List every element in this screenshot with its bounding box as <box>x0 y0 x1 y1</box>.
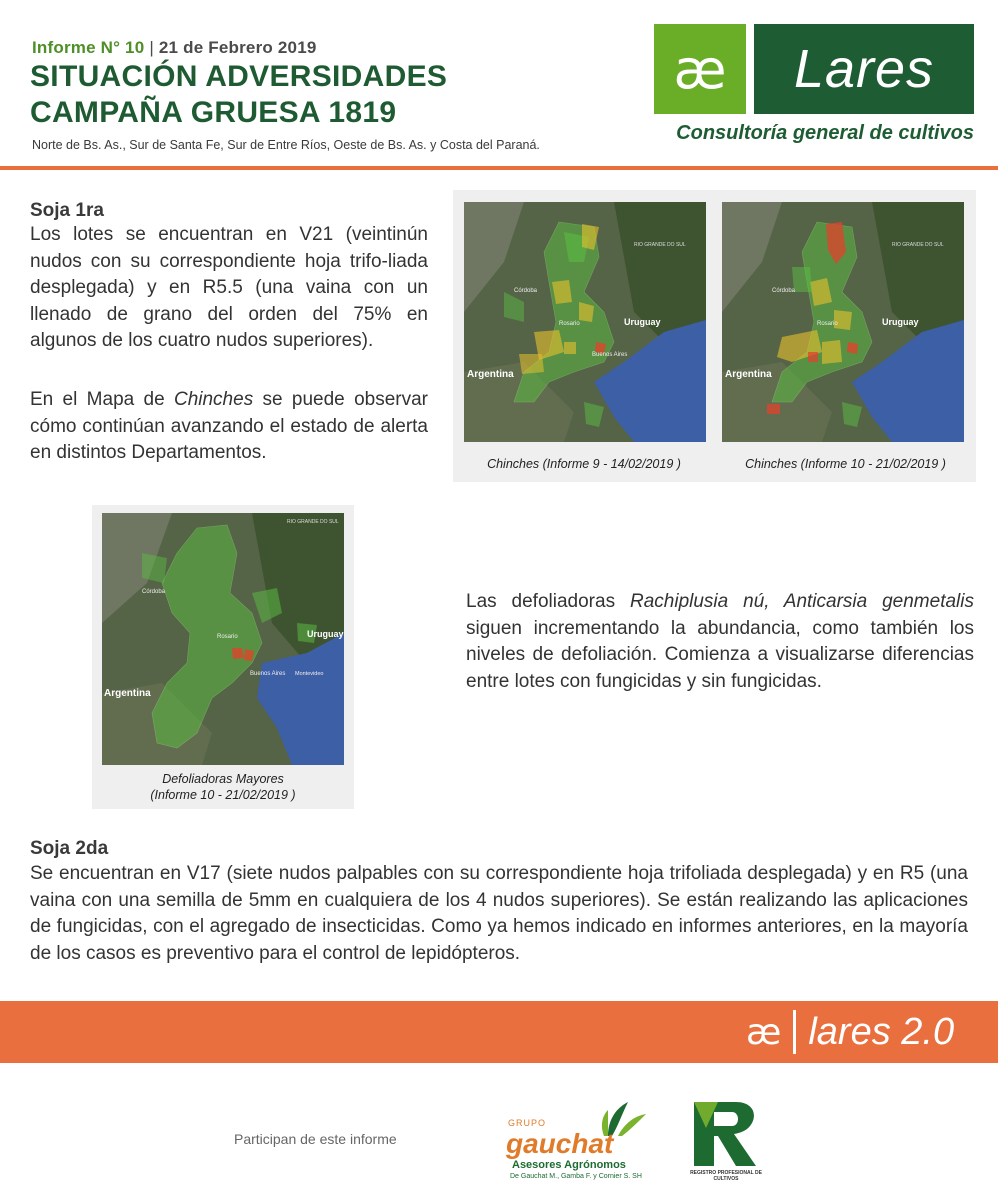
report-title-line2: CAMPAÑA GRUESA 1819 <box>30 96 397 129</box>
soja2-paragraph: Se encuentran en V17 (siete nudos palpables con su correspondiente hoja trifoliada desplegada) y en R5 (una vaina con una semilla de 5mm en cualquiera de los 4 nudos superiores). Se están realizando las aplicaciones de fungicidas, con el agregado de insecticidas. Como ya hemos indicado en informes anteriores, en la mayoría de los casos es preventivo para el control de lepidópteros. <box>30 863 968 964</box>
map2-label-riogrande: RIO GRANDE DO SUL <box>892 242 944 248</box>
map2-label-rosario: Rosario <box>817 321 838 327</box>
chinches-paragraph <box>30 387 428 467</box>
chinches-map-informe10-caption: Chinches (Informe 10 - 21/02/2019 ) <box>745 457 946 471</box>
lares-2-wordmark: lares 2.0 <box>808 1010 955 1053</box>
defoliadoras-map-panel <box>92 505 354 809</box>
defoliadoras-paragraph <box>466 589 974 695</box>
map3-label-montevideo: Montevideo <box>295 671 324 677</box>
map1-label-riogrande: RIO GRANDE DO SUL <box>634 242 686 248</box>
lares-2-logo <box>746 1001 954 1063</box>
chinches-maps-panel <box>453 190 976 482</box>
lares-tagline: Consultoría general de cultivos <box>676 122 974 144</box>
report-title-line1: SITUACIÓN ADVERSIDADES <box>30 60 448 93</box>
chinches-text-before: En el Mapa de <box>30 389 174 410</box>
map3-label-buenosaires: Buenos Aires <box>250 671 286 677</box>
map3-label-argentina: Argentina <box>104 688 151 699</box>
map1-label-rosario: Rosario <box>559 321 580 327</box>
map2-label-uruguay: Uruguay <box>882 317 919 327</box>
map3-label-rosario: Rosario <box>217 634 238 640</box>
map1-label-argentina: Argentina <box>467 369 514 380</box>
gauchat-logo <box>500 1098 650 1184</box>
defoliadoras-text-after: siguen incrementando la abundancia, como también los niveles de defoliación. Comienza a visualizarse diferencias entre lotes con fungicidas y sin fungicidas. <box>466 617 974 692</box>
chinches-map-informe10 <box>722 202 964 442</box>
map3-label-uruguay: Uruguay <box>307 629 344 639</box>
lares-2-mark: æ <box>746 1011 782 1053</box>
report-number-line <box>32 38 317 58</box>
defoliadoras-text-em: Rachiplusia nú, Anticarsia genmetalis <box>630 591 974 612</box>
gauchat-grupo: GRUPO <box>508 1118 547 1128</box>
registro-text: REGISTRO PROFESIONAL DE CULTIVOS <box>690 1170 762 1182</box>
defoliadoras-map-caption <box>92 771 354 803</box>
defoliadoras-caption-line1: Defoliadoras Mayores <box>162 772 284 786</box>
lares-mark-logo: æ <box>654 24 746 114</box>
map1-label-buenosaires: Buenos Aires <box>592 352 628 358</box>
report-date: 21 de Febrero 2019 <box>158 38 317 57</box>
region-description: Norte de Bs. As., Sur de Santa Fe, Sur de Entre Ríos, Oeste de Bs. As. y Costa del Paraná. <box>32 138 540 152</box>
map2-label-argentina: Argentina <box>725 369 772 380</box>
soja1-heading: Soja 1ra <box>30 200 104 221</box>
soja1-paragraph: Los lotes se encuentran en V21 (veintinún nudos con su correspondiente hoja trifo-liada desplegada) y en R5.5 (una vaina con un llenado de grano del orden del 75% en algunos de los cuatro nudos superiores). <box>30 224 428 351</box>
chinches-text-em: Chinches <box>173 389 254 410</box>
map1-label-uruguay: Uruguay <box>624 317 661 327</box>
lares-wordmark-logo: Lares <box>754 24 974 114</box>
gauchat-asesores: Asesores Agrónomos <box>512 1159 626 1171</box>
lares-2-divider <box>793 1010 796 1054</box>
chinches-map-informe9-caption: Chinches (Informe 9 - 14/02/2019 ) <box>487 457 681 471</box>
participants-label: Participan de este informe <box>234 1131 397 1147</box>
separator: | <box>149 38 154 57</box>
map2-label-cordoba: Córdoba <box>772 288 796 294</box>
report-number: Informe N° 10 <box>32 38 145 57</box>
soja2-heading: Soja 2da <box>30 838 109 859</box>
chinches-text-after: se puede observar cómo continúan avanzando el estado de alerta en distintos Departamentos. <box>30 389 428 463</box>
header-divider <box>0 166 998 170</box>
defoliadoras-map <box>102 513 344 765</box>
map3-label-riogrande: RIO GRANDE DO SUL <box>287 519 339 525</box>
chinches-map-informe9 <box>464 202 706 442</box>
defoliadoras-caption-line2: (Informe 10 - 21/02/2019 ) <box>150 788 296 802</box>
defoliadoras-text-before: Las defoliadoras <box>466 591 630 612</box>
map1-label-cordoba: Córdoba <box>514 288 538 294</box>
gauchat-subtitle: De Gauchat M., Gamba F. y Cornier S. SH <box>510 1173 642 1180</box>
map3-label-cordoba: Córdoba <box>142 589 166 595</box>
r-logo-icon <box>688 1098 764 1168</box>
report-header <box>0 0 998 172</box>
registro-logo <box>688 1098 764 1184</box>
gauchat-name: gauchat <box>506 1128 614 1159</box>
